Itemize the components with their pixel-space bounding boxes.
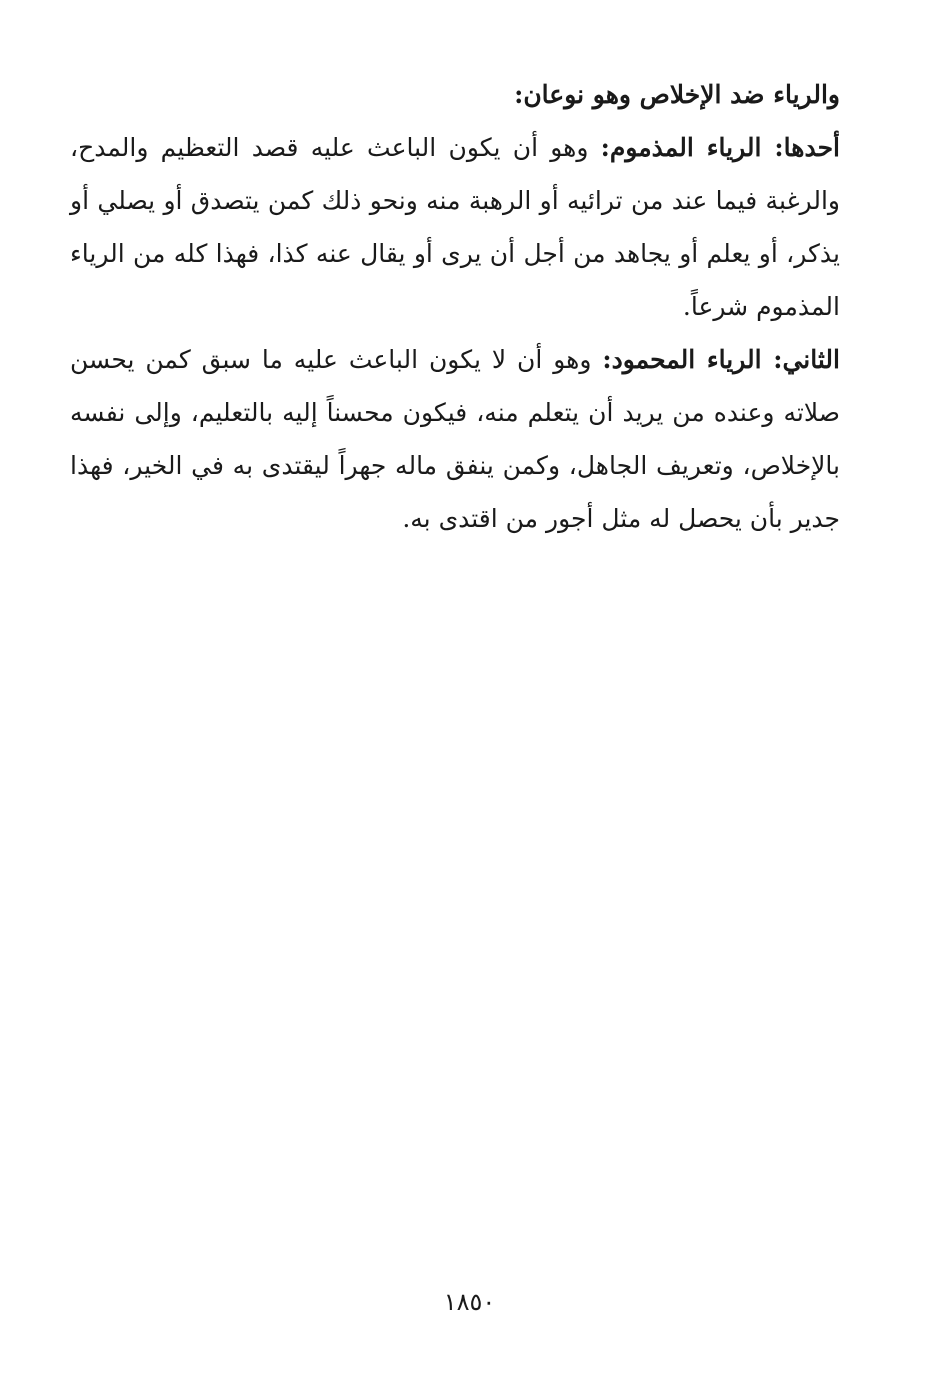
paragraph-praiseworthy-riya — [70, 333, 840, 545]
body-text — [70, 68, 840, 545]
section-heading: والرياء ضد الإخلاص وهو نوعان: — [514, 80, 840, 109]
page-number: ١٨٥٠ — [443, 1288, 496, 1316]
paragraph-label: الثاني: الرياء المحمود: — [602, 345, 840, 374]
paragraph-blameworthy-riya — [70, 121, 840, 333]
paragraph-label: أحدها: الرياء المذموم: — [600, 133, 840, 162]
paragraph-text: وهو أن لا يكون الباعث عليه ما سبق كمن يحسن صلاته وعنده من يريد أن يتعلم منه، فيكون محسناً إليه بالتعليم، وإلى نفسه بالإخلاص، وتعريف الجاهل، وكمن ينفق ماله جهراً ليقتدى به في الخير، فهذا جدير بأن يحصل له مثل أجور من اقتدى به. — [70, 345, 840, 533]
paragraph-text: وهو أن يكون الباعث عليه قصد التعظيم والمدح، والرغبة فيما عند من ترائيه أو الرهبة منه ونحو ذلك كمن يتصدق أو يصلي أو يذكر، أو يعلم أو يجاهد من أجل أن يرى أو يقال عنه كذا، فهذا كله من الرياء المذموم شرعاً. — [70, 133, 840, 321]
